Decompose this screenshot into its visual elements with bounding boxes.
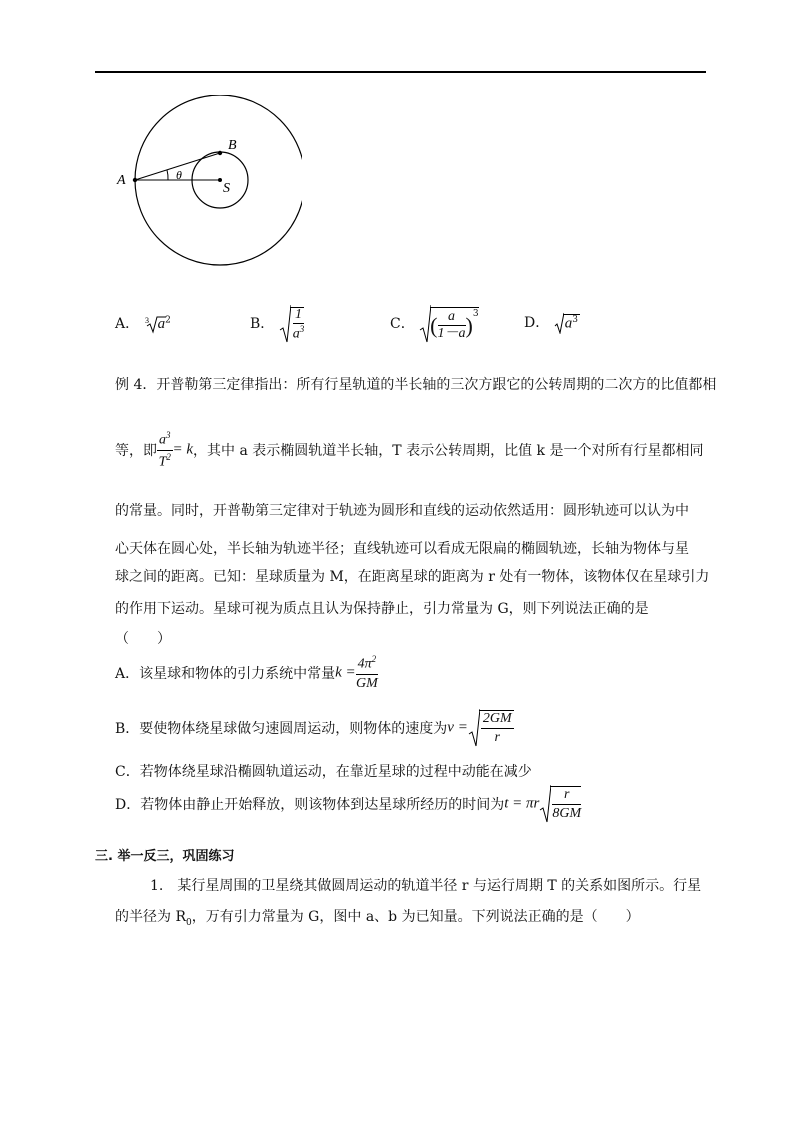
choice-c: C．若物体绕星球沿椭圆轨道运动，在靠近星球的过程中动能在减少	[115, 764, 532, 780]
choice-d: D．若物体由静止开始释放，则该物体到达星球所经历的时间为t = πr $\frac{r}{8GM}$	[115, 784, 581, 824]
example4-line6: 的作用下运动。星球可视为质点且认为保持静止，引力常量为 G，则下列说法正确的是	[115, 601, 649, 617]
svg-text:3: 3	[144, 316, 149, 325]
kepler-fraction: $\frac{a^3}{T^2}$	[158, 430, 171, 470]
label-a: A	[117, 173, 126, 188]
option-d-top: D． $a^3$	[524, 312, 580, 334]
choice-a: A．该星球和物体的引力系统中常量k = $\frac{4\pi^2}{GM}$	[115, 654, 378, 691]
q1-line1: 1. 某行星周围的卫星绕其做圆周运动的轨道半径 r 与运行周期 T 的关系如图所示。行星	[150, 878, 702, 894]
point-a	[133, 178, 137, 182]
header-rule	[95, 71, 706, 73]
example4-line1: 例 4．开普勒第三定律指出：所有行星轨道的半长轴的三次方跟它的公转周期的二次方的比值都相	[115, 377, 717, 393]
example4-line4: 心天体在圆心处，半长轴为轨迹半径；直线轨迹可以看成无限扁的椭圆轨迹，长轴为物体与星	[115, 541, 689, 557]
option-b-top: B． $\frac{1}{a^3}$	[250, 304, 304, 344]
example4-line7: （ ）	[115, 631, 171, 647]
choice-b: B．要使物体绕星球做匀速圆周运动，则物体的速度为v = $\frac{2GM}{r}$	[115, 708, 514, 748]
example4-line3: 的常量。同时，开普勒第三定律对于轨迹为圆形和直线的运动依然适用：圆形轨迹可以认为中	[115, 503, 689, 519]
q1-line2: 的半径为 $R_0$，万有引力常量为 G，图中 a、b 为已知量。下列说法正确的是（ ）	[115, 909, 640, 928]
example4-line2: 等，即 $\frac{a^3}{T^2}$ = k，其中 a 表示椭圆轨道半长轴，T 表示公转周期，比值 k 是一个对所有行星都相同	[115, 430, 704, 470]
option-c-top: C． ( $\frac{a}{1-a}$ )$^3$	[390, 304, 479, 344]
label-theta: θ	[176, 168, 182, 182]
section-heading: 三. 举一反三，巩固练习	[95, 849, 235, 864]
point-s	[218, 178, 222, 182]
example4-line5: 球之间的距离。已知：星球质量为 M，在距离星球的距离为 r 处有一物体，该物体仅在星球引力	[115, 569, 710, 585]
theta-arc	[167, 170, 168, 180]
point-b	[218, 151, 222, 155]
label-b: B	[228, 138, 237, 153]
label-s: S	[223, 181, 230, 196]
option-a-top: A． 3 $a^2$	[115, 315, 171, 332]
orbit-figure	[112, 95, 302, 270]
